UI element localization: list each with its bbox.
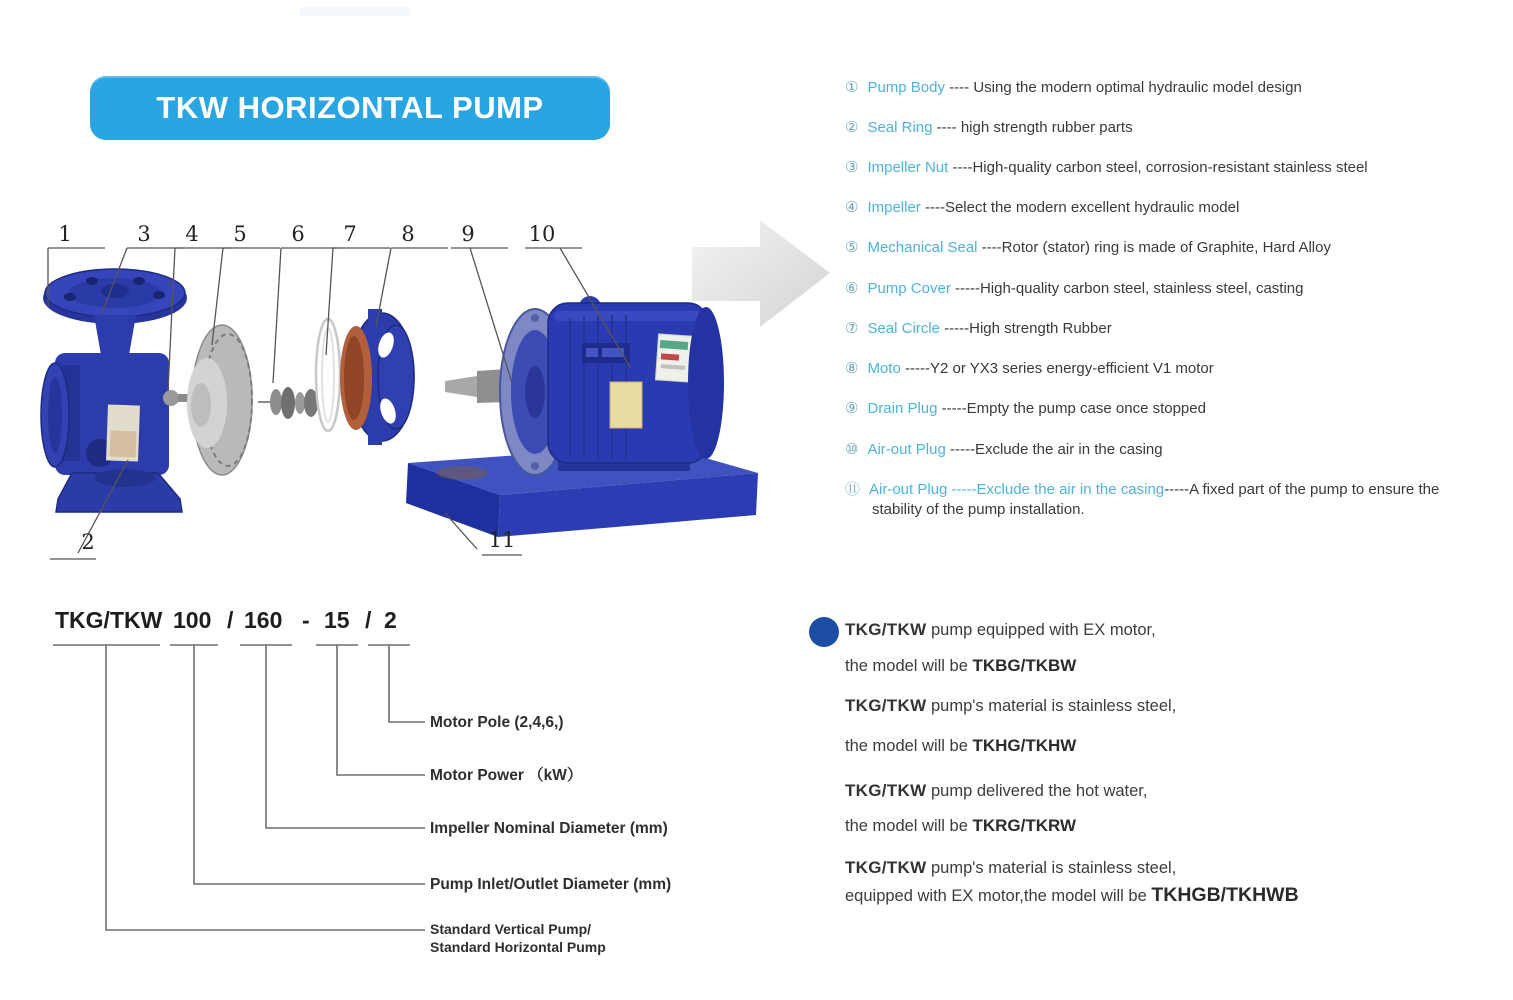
circled-number: ⑥	[845, 280, 859, 297]
legend-item: ⑤ Mechanical Seal ----Rotor (stator) ring is made of Graphite, Hard Alloy	[845, 239, 1331, 256]
note-line: the model will be TKBG/TKBW	[845, 656, 1077, 675]
model-segment: /	[227, 607, 234, 633]
part-number-label: 9	[461, 222, 475, 246]
model-label-standard-pump-1: Standard Vertical Pump/	[430, 921, 592, 937]
model-segment: /	[365, 607, 372, 633]
part-number-label: 5	[233, 222, 247, 246]
model-label-motor-power: Motor Power （kW）	[430, 767, 583, 784]
legend-item: ⑩ Air-out Plug -----Exclude the air in the casing	[845, 441, 1163, 458]
model-segment: 100	[173, 607, 212, 633]
model-label-standard-pump-2: Standard Horizontal Pump	[430, 939, 606, 955]
circled-number: ⑦	[845, 320, 859, 337]
page-title: TKW HORIZONTAL PUMP	[156, 90, 544, 125]
part-number-label: 7	[343, 222, 357, 246]
note-line: TKG/TKW pump's material is stainless steel,	[845, 696, 1177, 715]
part-number-label: 6	[291, 222, 305, 246]
model-label-inlet-outlet: Pump Inlet/Outlet Diameter (mm)	[430, 876, 672, 893]
circled-number: ⑩	[845, 441, 859, 458]
note-line: equipped with EX motor,the model will be TKHGB/TKHWB	[845, 884, 1299, 906]
impeller-illustration	[163, 325, 252, 475]
part-number-label: 3	[137, 222, 151, 246]
circled-number: ⑧	[845, 360, 859, 377]
part-number-label: 10	[528, 222, 556, 246]
circled-number: ④	[845, 199, 859, 216]
legend-item: ③ Impeller Nut ----High-quality carbon steel, corrosion-resistant stainless steel	[845, 159, 1368, 176]
legend-item: ① Pump Body ---- Using the modern optimal hydraulic model design	[845, 79, 1302, 96]
top-artifact	[300, 7, 410, 16]
legend-item: ⑨ Drain Plug -----Empty the pump case once stopped	[845, 400, 1206, 417]
part-number-label: 1	[58, 222, 72, 246]
legend-item: ⑥ Pump Cover -----High-quality carbon steel, stainless steel, casting	[845, 280, 1304, 297]
exploded-pump-diagram	[30, 215, 835, 570]
note-line: TKG/TKW pump equipped with EX motor,	[845, 620, 1156, 639]
page-title-banner	[90, 76, 610, 140]
pump-cover-illustration	[340, 309, 414, 445]
note-line: the model will be TKRG/TKRW	[845, 816, 1077, 835]
model-segment: TKG/TKW	[55, 607, 163, 633]
seal-circle-illustration	[316, 319, 340, 431]
legend-item: ⑦ Seal Circle -----High strength Rubber	[845, 320, 1112, 337]
model-segment: 160	[244, 607, 283, 633]
circled-number: ⑨	[845, 400, 859, 417]
part-number-label: 11	[488, 528, 516, 552]
legend-item: ④ Impeller ----Select the modern excellent hydraulic model	[845, 199, 1240, 216]
note-line: TKG/TKW pump delivered the hot water,	[845, 781, 1148, 800]
circled-number: ②	[845, 119, 859, 136]
model-label-motor-pole: Motor Pole (2,4,6,)	[430, 714, 564, 731]
part-number-label: 8	[401, 222, 415, 246]
model-segment: 2	[384, 607, 397, 633]
bullet-icon	[809, 617, 839, 647]
legend-item: ⑪ Air-out Plug -----Exclude the air in the casing-----A fixed part of the pump to ensure the stability of the pump installation.	[845, 481, 1440, 518]
circled-number: ①	[845, 79, 859, 96]
model-segment: -	[302, 607, 310, 633]
motor-illustration	[445, 296, 724, 475]
note-line: the model will be TKHG/TKHW	[845, 736, 1077, 755]
model-code-diagram	[40, 598, 740, 988]
model-segment: 15	[324, 607, 350, 633]
model-connector-lines	[53, 645, 425, 930]
model-label-impeller-diameter: Impeller Nominal Diameter (mm)	[430, 820, 668, 837]
legend-item: ② Seal Ring ---- high strength rubber parts	[845, 119, 1133, 136]
part-number-label: 4	[185, 222, 199, 246]
circled-number: ⑪	[845, 481, 861, 498]
pump-body-illustration	[41, 269, 187, 512]
part-number-label: 2	[81, 530, 95, 554]
legend-item: ⑧ Moto -----Y2 or YX3 series energy-efficient V1 motor	[845, 360, 1214, 377]
circled-number: ⑤	[845, 239, 859, 256]
circled-number: ③	[845, 159, 859, 176]
note-line: TKG/TKW pump's material is stainless steel,	[845, 858, 1177, 877]
arrow-right-icon	[692, 220, 830, 327]
